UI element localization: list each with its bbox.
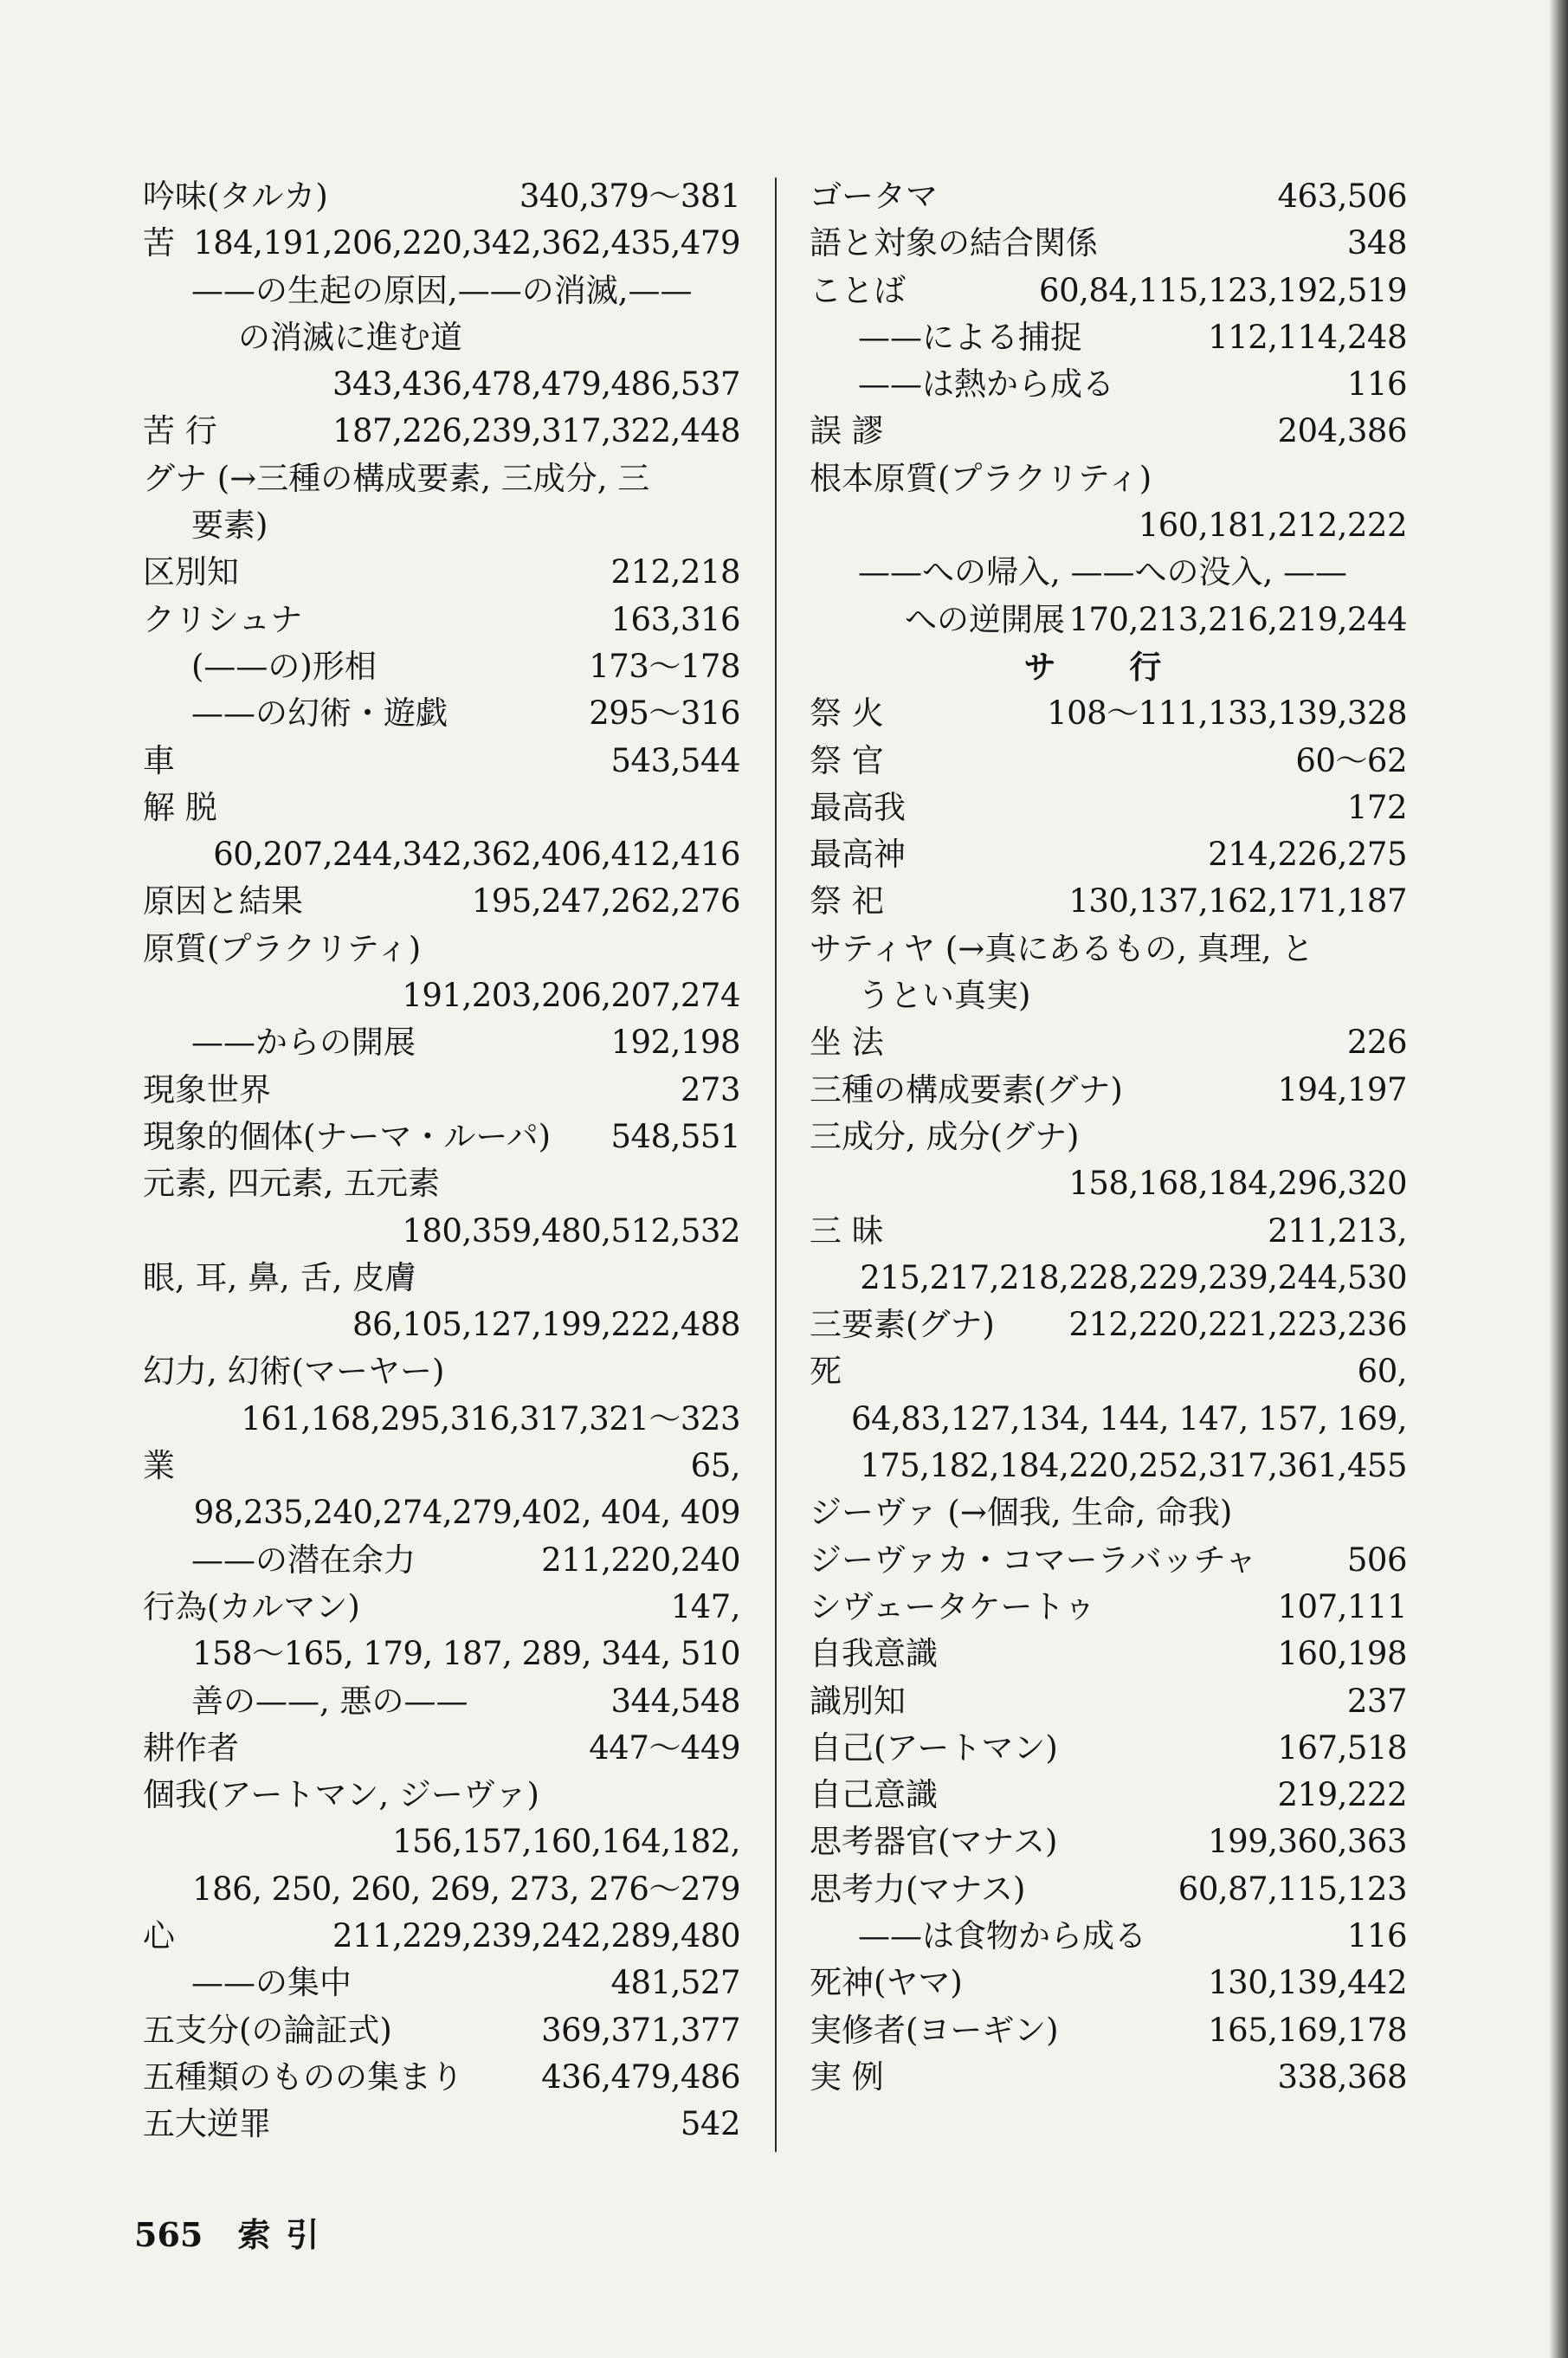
index-entry bbox=[810, 1960, 1407, 2006]
index-entry bbox=[810, 1208, 1407, 1255]
index-pages: 60〜62 bbox=[1295, 741, 1407, 779]
index-pages: 215,217,218,228,229,239,244,530 bbox=[860, 1258, 1407, 1296]
index-pages: 186, 250, 260, 269, 273, 276〜279 bbox=[192, 1870, 740, 1908]
index-entry bbox=[143, 455, 740, 502]
index-entry bbox=[143, 643, 740, 690]
index-pages: 147, bbox=[670, 1587, 740, 1625]
index-pages: 175,182,184,220,252,317,361,455 bbox=[860, 1447, 1407, 1485]
index-term: (——の)形相 bbox=[191, 647, 377, 685]
index-entry bbox=[810, 1819, 1407, 1865]
index-term: 解 脱 bbox=[143, 788, 217, 826]
index-pages: 86,105,127,199,222,488 bbox=[352, 1306, 740, 1344]
index-entry bbox=[143, 1866, 740, 1913]
index-pages: 548,551 bbox=[610, 1117, 740, 1155]
index-term: 死神(ヤマ) bbox=[810, 1964, 963, 2002]
index-entry bbox=[810, 1443, 1407, 1489]
index-term: 語と対象の結合関係 bbox=[810, 224, 1098, 262]
index-entry bbox=[143, 2007, 740, 2054]
index-pages: 195,247,262,276 bbox=[471, 882, 740, 921]
index-entry bbox=[810, 785, 1407, 831]
index-term: 誤 謬 bbox=[810, 412, 884, 450]
index-pages: 226 bbox=[1346, 1024, 1407, 1062]
index-term: シヴェータケートゥ bbox=[810, 1587, 1096, 1625]
index-entry bbox=[810, 1396, 1407, 1443]
index-pages: 481,527 bbox=[610, 1964, 740, 2002]
index-entry bbox=[143, 173, 740, 220]
index-term: 現象的個体(ナーマ・ルーパ) bbox=[143, 1117, 552, 1155]
index-entry bbox=[810, 173, 1407, 220]
index-pages: 156,157,160,164,182, bbox=[392, 1823, 740, 1861]
index-pages: 158,168,184,296,320 bbox=[1068, 1165, 1407, 1203]
index-entry bbox=[143, 1819, 740, 1865]
index-pages: 170,213,216,219,244 bbox=[1068, 600, 1407, 638]
index-term: 坐 法 bbox=[810, 1024, 884, 1062]
section-header bbox=[810, 643, 1407, 690]
index-term: の消滅に進む道 bbox=[238, 318, 462, 356]
index-term: ——は熱から成る bbox=[858, 365, 1114, 404]
page-number: 565 bbox=[134, 2215, 203, 2254]
index-pages: 191,203,206,207,274 bbox=[402, 977, 740, 1015]
index-entry bbox=[143, 1960, 740, 2006]
index-term: うとい真実) bbox=[858, 977, 1031, 1015]
index-term: 祭 祀 bbox=[810, 882, 884, 921]
index-pages: 343,436,478,479,486,537 bbox=[332, 365, 740, 404]
index-term: ジーヴァ (→個我, 生命, 命我) bbox=[810, 1494, 1233, 1532]
index-term: 実修者(ヨーギン) bbox=[810, 2011, 1059, 2049]
index-pages: 214,226,275 bbox=[1208, 836, 1407, 874]
index-entry bbox=[143, 1584, 740, 1631]
section-header-label: サ 行 bbox=[1023, 647, 1193, 686]
index-entry bbox=[143, 972, 740, 1019]
index-term: ——の幻術・遊戯 bbox=[191, 694, 448, 733]
index-term: 幻力, 幻術(マーヤー) bbox=[143, 1353, 445, 1391]
index-term: 原質(プラクリティ) bbox=[143, 929, 422, 967]
index-entry bbox=[810, 1913, 1407, 1960]
index-entry bbox=[810, 1019, 1407, 1066]
index-entry bbox=[810, 361, 1407, 408]
index-pages: 211,213, bbox=[1268, 1211, 1407, 1250]
index-pages: 116 bbox=[1346, 365, 1407, 404]
index-pages: 194,197 bbox=[1277, 1070, 1407, 1108]
index-term: 耕作者 bbox=[143, 1728, 239, 1767]
index-entry bbox=[143, 831, 740, 878]
index-pages: 348 bbox=[1346, 224, 1407, 262]
index-term: 祭 官 bbox=[810, 741, 884, 779]
index-pages: 130,139,442 bbox=[1208, 1964, 1407, 2002]
index-pages: 219,222 bbox=[1277, 1776, 1407, 1814]
index-entry bbox=[810, 455, 1407, 502]
index-entry bbox=[810, 2007, 1407, 2054]
index-entry bbox=[143, 2101, 740, 2148]
index-entry bbox=[810, 738, 1407, 785]
index-pages: 158〜165, 179, 187, 289, 344, 510 bbox=[192, 1635, 740, 1673]
index-entry bbox=[810, 690, 1407, 737]
index-entry bbox=[810, 408, 1407, 455]
index-term: ——からの開展 bbox=[191, 1024, 416, 1062]
index-pages: 237 bbox=[1346, 1682, 1407, 1720]
index-term: ——の潜在余力 bbox=[191, 1541, 416, 1579]
index-pages: 98,235,240,274,279,402, 404, 409 bbox=[193, 1494, 740, 1532]
index-term: 現象世界 bbox=[143, 1070, 271, 1108]
index-term: 思考器官(マナス) bbox=[810, 1823, 1058, 1861]
index-pages: 160,181,212,222 bbox=[1138, 507, 1407, 545]
index-term: 元素, 四元素, 五元素 bbox=[143, 1165, 441, 1203]
index-term: 最高我 bbox=[810, 788, 906, 826]
index-entry bbox=[143, 1348, 740, 1395]
index-term: 五種類のものの集まり bbox=[143, 2058, 463, 2096]
index-entry bbox=[810, 1631, 1407, 1677]
index-pages: 506 bbox=[1346, 1541, 1407, 1579]
index-entry bbox=[143, 2054, 740, 2101]
index-entry bbox=[810, 314, 1407, 361]
index-term: ——の集中 bbox=[191, 1964, 352, 2002]
index-term: グナ (→三種の構成要素, 三成分, 三 bbox=[143, 459, 650, 497]
index-pages: 112,114,248 bbox=[1208, 318, 1407, 356]
index-entry bbox=[810, 1537, 1407, 1584]
index-pages: 542 bbox=[680, 2105, 740, 2143]
index-entry bbox=[143, 361, 740, 408]
index-entry bbox=[810, 268, 1407, 314]
index-term: 識別知 bbox=[810, 1682, 906, 1720]
index-entry bbox=[143, 1678, 740, 1725]
index-entry bbox=[143, 1725, 740, 1772]
index-entry bbox=[810, 597, 1407, 643]
index-term: 祭 火 bbox=[810, 694, 884, 733]
index-column-left bbox=[143, 173, 740, 2148]
index-term: 最高神 bbox=[810, 836, 906, 874]
index-pages: 60,84,115,123,192,519 bbox=[1039, 271, 1407, 309]
index-pages: 338,368 bbox=[1277, 2058, 1407, 2096]
index-entry bbox=[810, 878, 1407, 925]
index-pages: 369,371,377 bbox=[541, 2011, 740, 2049]
index-entry bbox=[810, 1255, 1407, 1302]
index-entry bbox=[810, 220, 1407, 267]
index-pages: 160,198 bbox=[1277, 1635, 1407, 1673]
index-entry bbox=[143, 1208, 740, 1255]
index-term: ——による捕捉 bbox=[858, 318, 1082, 356]
index-pages: 187,226,239,317,322,448 bbox=[332, 412, 740, 450]
index-term: 五大逆罪 bbox=[143, 2105, 271, 2143]
index-term: 業 bbox=[143, 1447, 175, 1485]
index-entry bbox=[810, 1866, 1407, 1913]
index-pages: 116 bbox=[1346, 1916, 1407, 1954]
index-entry bbox=[143, 926, 740, 972]
index-entry bbox=[810, 502, 1407, 549]
index-term: 苦 bbox=[143, 224, 175, 262]
index-term: ジーヴァカ・コマーラバッチャ bbox=[810, 1541, 1257, 1579]
index-entry bbox=[143, 690, 740, 737]
index-pages: 184,191,206,220,342,362,435,479 bbox=[193, 224, 740, 262]
index-term: 原因と結果 bbox=[143, 882, 303, 921]
index-entry bbox=[143, 1114, 740, 1160]
index-pages: 60,207,244,342,362,406,412,416 bbox=[213, 836, 740, 874]
index-term: への逆開展 bbox=[905, 600, 1065, 638]
index-pages: 463,506 bbox=[1277, 178, 1407, 215]
index-term: 心 bbox=[143, 1916, 175, 1954]
index-pages: 172 bbox=[1346, 788, 1407, 826]
index-entry bbox=[810, 1584, 1407, 1631]
index-pages: 165,169,178 bbox=[1208, 2011, 1407, 2049]
index-pages: 211,229,239,242,289,480 bbox=[332, 1916, 740, 1954]
index-pages: 295〜316 bbox=[589, 694, 740, 733]
index-pages: 212,220,221,223,236 bbox=[1068, 1306, 1407, 1344]
index-pages: 161,168,295,316,317,321〜323 bbox=[241, 1399, 740, 1437]
index-entry bbox=[143, 314, 740, 361]
index-entry bbox=[143, 1537, 740, 1584]
index-term: 三種の構成要素(グナ) bbox=[810, 1070, 1123, 1108]
index-pages: 344,548 bbox=[610, 1682, 740, 1720]
index-term: 実 例 bbox=[810, 2058, 884, 2096]
index-pages: 107,111 bbox=[1277, 1587, 1407, 1625]
index-entry bbox=[810, 1678, 1407, 1725]
running-title: 索引 bbox=[237, 2215, 335, 2254]
index-entry bbox=[810, 1725, 1407, 1772]
index-term: 車 bbox=[143, 741, 175, 779]
index-pages: 543,544 bbox=[610, 741, 740, 779]
index-entry bbox=[143, 220, 740, 267]
index-pages: 130,137,162,171,187 bbox=[1068, 882, 1407, 921]
index-entry bbox=[810, 926, 1407, 972]
index-term: 根本原質(プラクリティ) bbox=[810, 459, 1152, 497]
index-entry bbox=[143, 1019, 740, 1066]
index-entry bbox=[143, 1067, 740, 1114]
index-pages: 211,220,240 bbox=[541, 1541, 740, 1579]
index-entry bbox=[143, 1443, 740, 1489]
index-entry bbox=[810, 1302, 1407, 1348]
index-entry bbox=[143, 878, 740, 925]
index-pages: 212,218 bbox=[610, 553, 740, 591]
index-entry bbox=[810, 1114, 1407, 1160]
index-entry bbox=[143, 1913, 740, 1960]
index-entry bbox=[810, 2054, 1407, 2101]
index-entry bbox=[143, 549, 740, 596]
index-entry bbox=[810, 972, 1407, 1019]
column-divider bbox=[775, 178, 777, 2152]
index-entry bbox=[810, 1489, 1407, 1536]
page-edge-shadow bbox=[1549, 0, 1568, 2358]
index-term: 自我意識 bbox=[810, 1635, 938, 1673]
index-entry bbox=[143, 1489, 740, 1536]
index-term: 三 昧 bbox=[810, 1211, 884, 1250]
index-term: ——への帰入, ——への没入, —— bbox=[858, 553, 1348, 591]
index-pages: 60, bbox=[1357, 1353, 1407, 1391]
index-term: 死 bbox=[810, 1353, 842, 1391]
index-entry bbox=[143, 785, 740, 831]
index-entry bbox=[143, 597, 740, 643]
index-term: 善の——, 悪の—— bbox=[191, 1682, 468, 1720]
index-term: 区別知 bbox=[143, 553, 239, 591]
index-pages: 167,518 bbox=[1277, 1728, 1407, 1767]
index-entry bbox=[143, 1772, 740, 1819]
index-term: 個我(アートマン, ジーヴァ) bbox=[143, 1776, 539, 1814]
index-pages: 163,316 bbox=[610, 600, 740, 638]
page-footer bbox=[134, 2208, 334, 2256]
index-pages: 340,379〜381 bbox=[519, 178, 740, 215]
index-pages: 273 bbox=[680, 1070, 740, 1108]
index-pages: 199,360,363 bbox=[1208, 1823, 1407, 1861]
index-entry bbox=[143, 502, 740, 549]
index-term: 思考力(マナス) bbox=[810, 1870, 1026, 1908]
index-entry bbox=[143, 1631, 740, 1677]
index-entry bbox=[143, 1396, 740, 1443]
index-term: 行為(カルマン) bbox=[143, 1587, 360, 1625]
index-pages: 65, bbox=[690, 1447, 740, 1485]
index-pages: 108〜111,133,139,328 bbox=[1047, 694, 1407, 733]
index-term: サティヤ (→真にあるもの, 真理, と bbox=[810, 929, 1314, 967]
index-pages: 204,386 bbox=[1277, 412, 1407, 450]
index-entry bbox=[143, 1255, 740, 1302]
index-term: ことば bbox=[810, 271, 906, 309]
index-entry bbox=[143, 408, 740, 455]
index-term: 吟味(タルカ) bbox=[143, 178, 328, 215]
index-term: 眼, 耳, 鼻, 舌, 皮膚 bbox=[143, 1258, 417, 1296]
index-entry bbox=[810, 1067, 1407, 1114]
index-entry bbox=[143, 1302, 740, 1348]
index-term: ——の生起の原因,——の消滅,—— bbox=[191, 271, 693, 309]
index-term: クリシュナ bbox=[143, 600, 303, 638]
index-term: 五支分(の論証式) bbox=[143, 2011, 392, 2049]
index-entry bbox=[810, 1772, 1407, 1819]
index-pages: 173〜178 bbox=[589, 647, 740, 685]
index-entry bbox=[810, 549, 1407, 596]
index-term: 自己(アートマン) bbox=[810, 1728, 1058, 1767]
index-pages: 447〜449 bbox=[589, 1728, 740, 1767]
index-entry bbox=[143, 268, 740, 314]
index-term: 苦 行 bbox=[143, 412, 217, 450]
index-term: 三成分, 成分(グナ) bbox=[810, 1117, 1080, 1155]
index-entry bbox=[810, 831, 1407, 878]
index-entry bbox=[810, 1160, 1407, 1207]
index-pages: 192,198 bbox=[610, 1024, 740, 1062]
index-pages: 64,83,127,134, 144, 147, 157, 169, bbox=[850, 1399, 1407, 1437]
index-entry bbox=[143, 1160, 740, 1207]
index-term: ゴータマ bbox=[810, 178, 938, 215]
index-entry bbox=[143, 738, 740, 785]
index-pages: 436,479,486 bbox=[541, 2058, 740, 2096]
index-pages: 180,359,480,512,532 bbox=[402, 1211, 740, 1250]
index-term: 要素) bbox=[191, 507, 268, 545]
index-pages: 60,87,115,123 bbox=[1178, 1870, 1407, 1908]
index-term: 自己意識 bbox=[810, 1776, 938, 1814]
index-term: 三要素(グナ) bbox=[810, 1306, 995, 1344]
index-column-right bbox=[810, 173, 1407, 2101]
index-term: ——は食物から成る bbox=[858, 1916, 1146, 1954]
index-entry bbox=[810, 1348, 1407, 1395]
